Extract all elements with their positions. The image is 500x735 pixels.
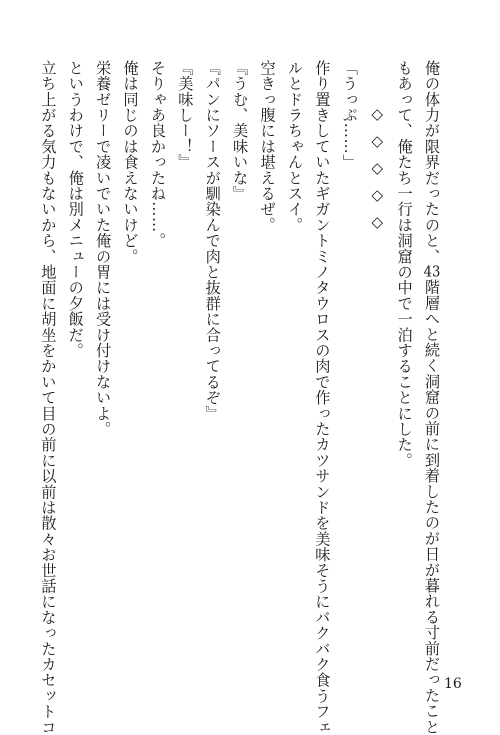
text-line-8: 『パンにソースが馴染んで肉と抜群に合ってるぞ』 bbox=[203, 60, 222, 422]
text-line-1-start: 俺の体力が限界だったのと、 bbox=[423, 60, 441, 265]
text-line-2: もあって、俺たち一行は洞窟の中で一泊することにした。 bbox=[395, 60, 414, 469]
text-line-6: 空きっ腹には堪えるぜ。 bbox=[258, 60, 277, 233]
text-line-3: 「うっぷ……」 bbox=[340, 60, 359, 170]
text-line-4: 作り置きしていたギガントミノタウロスの肉で作ったカツサンドを美味そうにバクバク食うフェ bbox=[313, 60, 332, 735]
text-line-5: ルとドラちゃんとスイ。 bbox=[285, 60, 304, 233]
text-line-13: というわけで、俺は別メニューの夕飯だ。 bbox=[66, 60, 85, 359]
text-line-11: 俺は同じのは食えないけど。 bbox=[121, 60, 140, 265]
text-line-9: 『美味しー！』 bbox=[176, 60, 195, 170]
text-line-14: 立ち上がる気力もないから、地面に胡坐をかいて目の前に以前は散々お世話になったカセットコ bbox=[39, 60, 58, 735]
text-line-10: そりゃあ良かったね……。 bbox=[148, 60, 167, 249]
floor-number: 43 bbox=[423, 264, 441, 280]
text-line-1-end: 階層へと続く洞窟の前に到着したのが日が暮れる寸前だったこと bbox=[423, 279, 441, 735]
text-line-7: 『うむ、美味いな』 bbox=[231, 60, 250, 202]
text-line-1 bbox=[418, 60, 445, 735]
scene-break-divider: ◇◇◇◇◇ bbox=[368, 105, 387, 240]
text-line-12: 栄養ゼリーで凌いでいた俺の胃には受け付けないよ。 bbox=[94, 60, 113, 437]
page-number: 16 bbox=[444, 676, 462, 692]
vertical-text-body bbox=[34, 60, 445, 735]
